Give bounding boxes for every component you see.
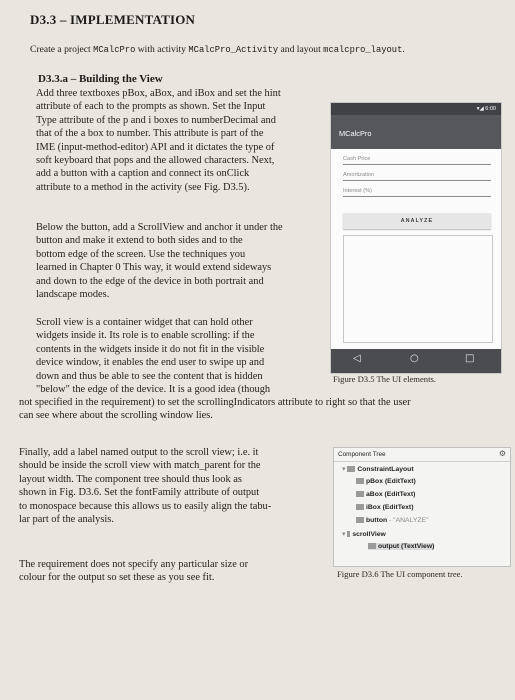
activity-name: MCalcPro_Activity: [188, 45, 279, 55]
para2-line: learned in Chapter 0 This way, it would extend sideways: [36, 262, 272, 274]
edittext-icon: [356, 478, 364, 484]
interest-field[interactable]: Interest (%): [343, 187, 491, 197]
para3-line: down and thus be able to see the content that is hidden: [36, 370, 263, 382]
scrollview-icon: [347, 531, 350, 537]
tree-item-button[interactable]: button - "ANALYZE": [356, 517, 428, 524]
back-icon[interactable]: ◁: [353, 353, 361, 364]
nav-bar: [331, 349, 501, 373]
intro-text-2: with activity: [135, 44, 189, 55]
para5-line: colour for the output so set these as you see fit.: [19, 572, 215, 584]
tree-item-ibox[interactable]: iBox (EditText): [356, 504, 413, 511]
amortization-field[interactable]: Amortization: [343, 171, 491, 181]
para3-line: device window, it enables the end user to swipe up and: [36, 357, 265, 369]
figure-d3-5-caption: Figure D3.5 The UI elements.: [333, 374, 436, 384]
para3-line: "below" the edge of the device. It is a good idea (though: [36, 384, 271, 396]
phone-mockup: [330, 102, 502, 374]
layout-name: mcalcpro_layout: [323, 45, 403, 55]
textview-icon: [368, 543, 376, 549]
para4-line: to monospace because this allows us to easily align the tabu-: [19, 500, 272, 512]
para2-line: and down to the edge of the device in both portrait and: [36, 275, 264, 287]
para1-line: attribute to a method in the activity (see Fig. D3.5).: [36, 181, 250, 193]
para4-line: should be inside the scroll view with match_parent for the: [19, 460, 261, 472]
paragraph-3: [36, 316, 270, 396]
para1-line: Add three textboxes pBox, aBox, and iBox and set the hint: [36, 88, 281, 99]
gear-icon[interactable]: ⚙: [498, 449, 506, 458]
edittext-icon: [356, 504, 364, 510]
para3-line: contents in the widgets inside it do not fit in the visible: [36, 343, 265, 355]
para3-line: not specified in the requirement) to set the scrollingIndicators attribute to right so that the user: [19, 397, 411, 408]
para5-line: The requirement does not specify any particular size or: [19, 559, 249, 570]
subsection-title: D3.3.a – Building the View: [38, 73, 163, 85]
para2-line: landscape modes.: [36, 289, 110, 301]
paragraph-1: [36, 87, 281, 194]
para1-line: add a button with a caption and connect its onClick: [36, 168, 250, 180]
tree-item-pbox[interactable]: pBox (EditText): [356, 478, 416, 485]
layout-icon: [347, 466, 355, 472]
project-name: MCalcPro: [93, 45, 136, 55]
intro-text-4: .: [402, 44, 405, 55]
edittext-icon: [356, 491, 364, 497]
intro-text-3: and layout: [278, 44, 324, 55]
paragraph-5: [19, 558, 248, 585]
para4-line: Finally, add a label named output to the scroll view; i.e. it: [19, 447, 259, 458]
tree-item-output[interactable]: output (TextView): [368, 543, 434, 550]
para2-line: bottom edge of the screen. Use the techniques you: [36, 248, 246, 260]
para1-line: Type attribute of the p and i boxes to numberDecimal and: [36, 114, 276, 126]
tree-item-constraintlayout[interactable]: ▾ ConstraintLayout: [342, 466, 414, 473]
para4-line: lar part of the analysis.: [19, 514, 114, 526]
para1-line: IME (input-method-editor) API and it dictates the type of: [36, 141, 275, 153]
component-tree-panel: [333, 447, 511, 567]
tree-item-abox[interactable]: aBox (EditText): [356, 491, 415, 498]
para3-line: can see where about the scrolling window lies.: [19, 410, 213, 422]
para3-line: Scroll view is a container widget that can hold other: [36, 317, 253, 328]
intro-text-1: Create a project: [30, 44, 94, 55]
para1-line: that of the a box to number. This attribute is part of the: [36, 128, 264, 140]
paragraph-3-wide: [19, 396, 411, 423]
para3-line: widgets inside it. Its role is to enable scrolling: if the: [36, 330, 255, 342]
paragraph-4: [19, 446, 271, 526]
button-icon: [356, 517, 364, 523]
status-bar: ▾◢ 6:00: [331, 103, 501, 115]
component-tree-header: Component Tree: [334, 448, 510, 462]
para2-line: Below the button, add a ScrollView and anchor it under the: [36, 222, 283, 233]
intro-line: [30, 44, 405, 55]
para1-line: attribute of each to the prompts as shown. Set the Input: [36, 101, 266, 113]
tree-item-scrollview[interactable]: ▾ scrollView: [342, 531, 386, 538]
figure-d3-6-caption: Figure D3.6 The UI component tree.: [337, 569, 463, 579]
para2-line: button and make it extend to both sides and to the: [36, 235, 243, 247]
cash-price-field[interactable]: Cash Price: [343, 155, 491, 165]
recents-icon[interactable]: □: [465, 353, 475, 364]
scroll-view[interactable]: [343, 235, 493, 343]
para4-line: shown in Fig. D3.6. Set the fontFamily attribute of output: [19, 487, 260, 499]
analyze-button[interactable]: ANALYZE: [343, 213, 491, 229]
paragraph-2: [36, 221, 283, 301]
app-title-bar: MCalcPro: [331, 115, 501, 149]
section-title: D3.3 – IMPLEMENTATION: [30, 12, 196, 27]
home-icon[interactable]: ○: [410, 353, 419, 364]
para4-line: layout width. The component tree should thus look as: [19, 473, 242, 485]
para1-line: soft keyboard that pops and the allowed characters. Next,: [36, 155, 275, 167]
